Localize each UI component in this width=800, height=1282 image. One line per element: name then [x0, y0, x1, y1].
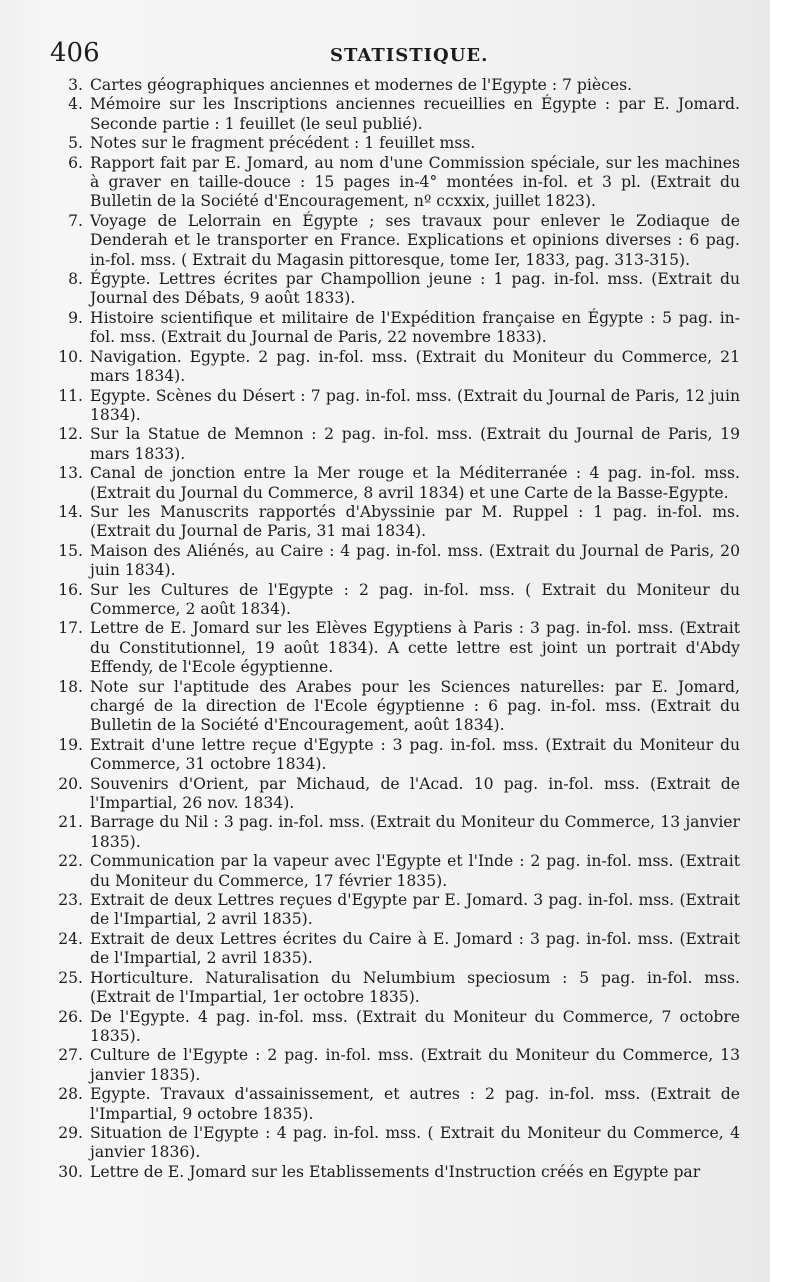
list-item [50, 1046, 740, 1085]
entry-text: Sur la Statue de Memnon : 2 pag. in-fol. mss. (Extrait du Journal de Paris, 19 mars 1833). [90, 425, 740, 463]
entry-number: 12. [58, 425, 83, 444]
entry-text: Lettre de E. Jomard sur les Elèves Egyptiens à Paris : 3 pag. in-fol. mss. (Extrait du Constitutionnel, 19 août 1834). A cette lettre est joint un portrait d'Abdy Effendy, de l'Ecole égyptienne. [90, 619, 740, 677]
list-item [50, 969, 740, 1008]
list-item [50, 425, 740, 464]
entry-text: Canal de jonction entre la Mer rouge et la Méditerranée : 4 pag. in-fol. mss. (Extrait du Journal du Commerce, 8 avril 1834) et une Carte de la Basse-Egypte. [90, 464, 740, 502]
list-item [50, 581, 740, 620]
list-item [50, 270, 740, 309]
entry-number: 14. [58, 502, 83, 521]
entry-text: Voyage de Lelorrain en Égypte ; ses travaux pour enlever le Zodiaque de Denderah et le transporter en France. Explications et opinions diverses : 6 pag. in-fol. mss. ( Extrait du Magasin pittoresque, tome Ier, 1833, pag. 313-315). [90, 211, 740, 269]
list-item [50, 1124, 740, 1163]
entry-text: Egypte. Travaux d'assainissement, et autres : 2 pag. in-fol. mss. (Extrait de l'Impartial, 9 octobre 1835). [90, 1085, 740, 1123]
page-header [50, 38, 740, 72]
entry-text: Note sur l'aptitude des Arabes pour les Sciences naturelles: par E. Jomard, chargé de la direction de l'Ecole égyptienne : 6 pag. in-fol. mss. (Extrait du Bulletin de la Société d'Encouragement, août 1834). [90, 677, 740, 735]
entry-number: 5. [68, 134, 83, 153]
entry-number: 10. [58, 347, 83, 366]
list-item [50, 775, 740, 814]
entry-text: Souvenirs d'Orient, par Michaud, de l'Acad. 10 pag. in-fol. mss. (Extrait de l'Impartial, 26 nov. 1834). [90, 774, 740, 813]
list-item [50, 1163, 740, 1182]
entry-number: 16. [58, 580, 83, 599]
list-item [50, 387, 740, 426]
entry-text: Communication par la vapeur avec l'Egypte et l'Inde : 2 pag. in-fol. mss. (Extrait du Moniteur du Commerce, 17 février 1835). [90, 852, 740, 890]
list-item [50, 852, 740, 891]
entry-text: Navigation. Egypte. 2 pag. in-fol. mss. (Extrait du Moniteur du Commerce, 21 mars 1834). [90, 347, 740, 386]
list-item [50, 542, 740, 581]
entry-text: Egypte. Scènes du Désert : 7 pag. in-fol. mss. (Extrait du Journal de Paris, 12 juin 1834). [90, 386, 740, 424]
entry-text: Lettre de E. Jomard sur les Etablissements d'Instruction créés en Egypte par [90, 1162, 701, 1181]
entry-number: 30. [58, 1162, 83, 1181]
list-item [50, 813, 740, 852]
entry-number: 11. [58, 386, 83, 405]
entry-text: Maison des Aliénés, au Caire : 4 pag. in-fol. mss. (Extrait du Journal de Paris, 20 juin 1834). [90, 541, 740, 580]
entry-text: Sur les Cultures de l'Egypte : 2 pag. in-fol. mss. ( Extrait du Moniteur du Commerce, 2 août 1834). [90, 580, 740, 618]
entry-number: 3. [68, 76, 83, 94]
list-item [50, 212, 740, 270]
bibliography-list [50, 76, 740, 1182]
entry-number: 29. [58, 1123, 83, 1142]
list-item [50, 348, 740, 387]
list-item [50, 1085, 740, 1124]
list-item [50, 309, 740, 348]
list-item [50, 930, 740, 969]
list-item [50, 503, 740, 542]
page-number: 406 [50, 38, 100, 68]
entry-number: 25. [58, 968, 83, 987]
running-title: STATISTIQUE. [330, 45, 489, 66]
entry-text: Rapport fait par E. Jomard, au nom d'une Commission spéciale, sur les machines à graver en taille-douce : 15 pages in-4° montées in-fol. et 3 pl. (Extrait du Bulletin de la Société d'Encouragement, nº ccxxix, juillet 1823). [90, 153, 740, 211]
list-item [50, 95, 740, 134]
list-item [50, 891, 740, 930]
entry-text: Égypte. Lettres écrites par Champollion jeune : 1 pag. in-fol. mss. (Extrait du Journal des Débats, 9 août 1833). [90, 270, 740, 308]
list-item [50, 1008, 740, 1047]
entry-number: 19. [58, 735, 83, 754]
entry-number: 13. [58, 464, 83, 483]
entry-number: 18. [58, 677, 83, 696]
entry-text: Mémoire sur les Inscriptions anciennes recueillies en Égypte : par E. Jomard. Seconde partie : 1 feuillet (le seul publié). [90, 95, 740, 133]
entry-text: Cartes géographiques anciennes et modernes de l'Egypte : 7 pièces. [90, 76, 633, 94]
entry-text: Extrait de deux Lettres écrites du Caire à E. Jomard : 3 pag. in-fol. mss. (Extrait de l'Impartial, 2 avril 1835). [90, 929, 740, 968]
entry-text: Notes sur le fragment précédent : 1 feuillet mss. [90, 134, 476, 153]
entry-number: 26. [58, 1007, 83, 1026]
entry-number: 24. [58, 929, 83, 948]
entry-text: Culture de l'Egypte : 2 pag. in-fol. mss. (Extrait du Moniteur du Commerce, 13 janvier 1835). [90, 1046, 740, 1084]
list-item [50, 736, 740, 775]
entry-text: Horticulture. Naturalisation du Nelumbium speciosum : 5 pag. in-fol. mss. (Extrait de l'Impartial, 1er octobre 1835). [90, 968, 740, 1007]
entry-number: 9. [68, 308, 83, 327]
entry-number: 8. [68, 270, 83, 289]
entry-number: 23. [58, 891, 83, 910]
entry-text: Barrage du Nil : 3 pag. in-fol. mss. (Extrait du Moniteur du Commerce, 13 janvier 1835). [90, 813, 740, 851]
entry-number: 22. [58, 852, 83, 871]
entry-text: Extrait de deux Lettres reçues d'Egypte par E. Jomard. 3 pag. in-fol. mss. (Extrait de l'Impartial, 2 avril 1835). [90, 891, 740, 929]
entry-number: 15. [58, 541, 83, 560]
entry-number: 17. [58, 619, 83, 638]
entry-number: 28. [58, 1085, 83, 1104]
entry-text: Sur les Manuscrits rapportés d'Abyssinie par M. Ruppel : 1 pag. in-fol. ms. (Extrait du Journal de Paris, 31 mai 1834). [90, 502, 740, 541]
entry-number: 27. [58, 1046, 83, 1065]
list-item [50, 134, 740, 153]
entry-number: 6. [68, 153, 83, 172]
entry-text: De l'Egypte. 4 pag. in-fol. mss. (Extrait du Moniteur du Commerce, 7 octobre 1835). [90, 1007, 740, 1045]
list-item [50, 154, 740, 212]
list-item [50, 678, 740, 736]
entry-number: 7. [68, 211, 83, 230]
entry-number: 21. [58, 813, 83, 832]
entry-number: 20. [58, 774, 83, 793]
entry-text: Extrait d'une lettre reçue d'Egypte : 3 pag. in-fol. mss. (Extrait du Moniteur du Commerce, 31 octobre 1834). [90, 735, 740, 774]
list-item [50, 619, 740, 677]
entry-text: Histoire scientifique et militaire de l'Expédition française en Égypte : 5 pag. in-fol. mss. (Extrait du Journal de Paris, 22 novembre 1833). [90, 308, 740, 347]
entry-number: 4. [68, 95, 83, 114]
list-item [50, 464, 740, 503]
entry-text: Situation de l'Egypte : 4 pag. in-fol. mss. ( Extrait du Moniteur du Commerce, 4 janvier 1836). [90, 1123, 740, 1162]
list-item [50, 76, 740, 95]
